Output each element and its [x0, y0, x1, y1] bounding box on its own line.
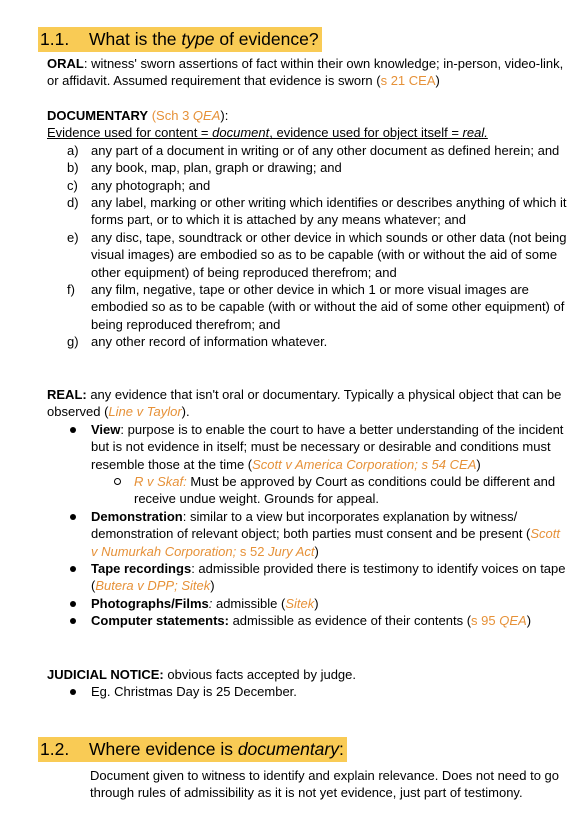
real-list: [47, 421, 567, 630]
judicial-list: [47, 683, 567, 700]
documentary-label: DOCUMENTARY: [47, 108, 149, 123]
section-heading-1-1: 1.1. What is the type of evidence?: [38, 27, 322, 52]
documentary-section: [47, 107, 567, 351]
list-item: c) any photograph; and: [67, 177, 211, 193]
list-item: f) any film, negative, tape or other device in which 1 or more visual images are embodied so as to be capable (with or without the aid of some other equipment) of being reproduced therefrom; and: [67, 282, 565, 332]
judicial-notice-section: [47, 666, 567, 701]
list-item: d) any label, marking or other writing which identifies or describes anything of which it forms part, or to which it is attached by any means whatever; and: [67, 195, 567, 228]
list-item-computer: Computer statements: admissible as evidence of their contents (s 95 QEA): [47, 612, 567, 629]
documentary-list: [47, 142, 567, 351]
documentary-heading: DOCUMENTARY (Sch 3 QEA):: [47, 108, 229, 123]
sub-list-item: R v Skaf: Must be approved by Court as conditions could be different and receive undue weight. Grounds for appeal.: [91, 473, 567, 508]
judicial-label: JUDICIAL NOTICE:: [47, 667, 164, 682]
section-heading-1-2: 1.2. Where evidence is documentary:: [38, 737, 347, 762]
list-item: g) any other record of information whatever.: [67, 334, 328, 350]
oral-paragraph: ORAL: witness' sworn assertions of fact within their own knowledge; in-person, video-link, or affidavit. Assumed requirement that evidence is sworn (s 21 CEA): [47, 56, 564, 89]
oral-reference: s 21 CEA: [380, 73, 436, 89]
real-reference: Line v Taylor: [108, 404, 182, 420]
list-item-tape: Tape recordings: admissible provided there is testimony to identify voices on tape (Butera v DPP; Sitek): [47, 560, 567, 595]
list-item-photographs: Photographs/Films: admissible (Sitek): [47, 595, 567, 612]
judicial-paragraph: JUDICIAL NOTICE: obvious facts accepted by judge.: [47, 667, 356, 682]
real-paragraph: REAL: any evidence that isn't oral or documentary. Typically a physical object that can be observed (Line v Taylor).: [47, 387, 562, 420]
list-item: b) any book, map, plan, graph or drawing; and: [67, 160, 342, 176]
list-item: e) any disc, tape, soundtrack or other device in which sounds or other data (not being visual images) are embodied so as to be capable (with or without the aid of some other equipment) of being reproduced therefrom; and: [67, 229, 567, 280]
list-item-view: View: purpose is to enable the court to have a better understanding of the incident but is not evidence in itself; must be necessary or desirable and conditions must resemble those at the time (Scott v America Corporation; s 54 CEA) R v Skaf: Must be approved by Court as conditions could be different and receive undue weight. Grounds for appeal.: [47, 421, 567, 508]
list-item: a) any part of a document in writing or of any other document as defined herein; and: [67, 142, 560, 158]
heading-number: 1.2.: [40, 739, 70, 759]
heading-number: 1.1.: [40, 29, 70, 49]
list-item: Eg. Christmas Day is 25 December.: [47, 683, 567, 700]
section-1-2-body: Document given to witness to identify and explain relevance. Does not need to go through rules of admissibility as it is not yet evidence, just part of testimony.: [90, 768, 560, 801]
real-section: [47, 386, 567, 630]
oral-label: ORAL: [47, 56, 84, 71]
list-item-demonstration: Demonstration: similar to a view but incorporates explanation by witness/ demonstration of relevant object; both parties must consent and be present (Scott v Numurkah Corporation; s 52 Jury Act): [47, 508, 567, 560]
documentary-definition: Evidence used for content = document, evidence used for object itself = real.: [47, 125, 488, 141]
view-sublist: [91, 473, 567, 508]
real-label: REAL:: [47, 387, 87, 402]
